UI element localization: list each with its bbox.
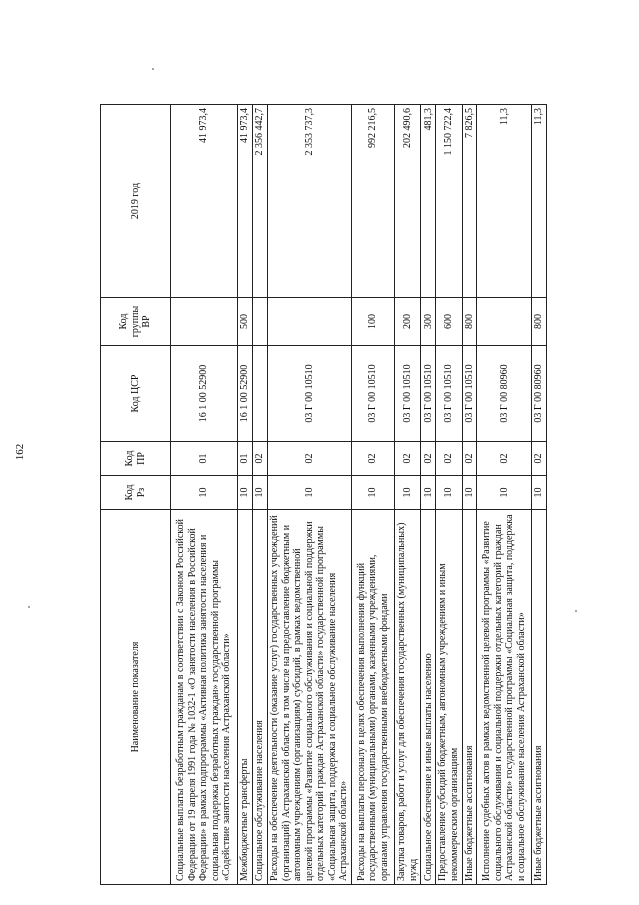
row-pr: 01 — [171, 442, 238, 476]
row-name: Исполнение судебных актов в рамках ведомственной целевой программы «Развитие социального обслуживания и социальной поддержки отдельных категорий граждан Астраханской области» государственной программы «Социальная защита, поддержка и социальное обслуживание населения Астраханской области» — [477, 510, 532, 885]
row-csr: 03 Г 00 80960 — [477, 346, 532, 442]
table-row — [238, 105, 253, 885]
table-row — [352, 105, 395, 885]
row-vr: 200 — [395, 298, 421, 346]
row-vr — [477, 298, 532, 346]
row-pr: 02 — [352, 442, 395, 476]
table-header-row — [101, 105, 171, 885]
row-name: Иные бюджетные ассигнования — [462, 510, 477, 885]
row-rz: 10 — [171, 476, 238, 510]
header-rz: Код Рз — [101, 476, 171, 510]
row-pr: 02 — [436, 442, 462, 476]
row-value: 481,3 — [421, 105, 436, 298]
row-name: Межбюджетные трансферты — [238, 510, 253, 885]
row-pr: 02 — [532, 442, 547, 476]
row-pr: 02 — [267, 442, 352, 476]
rotated-table-wrapper — [100, 105, 547, 885]
header-year: 2019 год — [101, 105, 171, 298]
row-value: 41 973,4 — [238, 105, 253, 298]
row-pr: 02 — [395, 442, 421, 476]
row-rz: 10 — [395, 476, 421, 510]
table-row — [421, 105, 436, 885]
row-vr — [267, 298, 352, 346]
row-name: Расходы на выплаты персоналу в целях обеспечения выполнения функций государственными (муниципальными) органами, казенными учреждениями, органами управления государственными внебюджетными фондами — [352, 510, 395, 885]
row-rz: 10 — [436, 476, 462, 510]
scan-speck — [28, 606, 30, 608]
row-value: 11,3 — [477, 105, 532, 298]
row-pr: 02 — [477, 442, 532, 476]
header-csr: Код ЦСР — [101, 346, 171, 442]
table-row — [462, 105, 477, 885]
row-rz: 10 — [532, 476, 547, 510]
row-name: Закупка товаров, работ и услуг для обеспечения государственных (муниципальных) нужд — [395, 510, 421, 885]
row-rz: 10 — [462, 476, 477, 510]
row-name: Социальное обеспечение и иные выплаты населению — [421, 510, 436, 885]
row-vr: 800 — [532, 298, 547, 346]
row-csr: 16 1 00 52900 — [171, 346, 238, 442]
row-rz: 10 — [238, 476, 253, 510]
budget-table — [100, 104, 547, 885]
row-value: 2 353 737,3 — [267, 105, 352, 298]
row-pr: 01 — [238, 442, 253, 476]
row-csr: 03 Г 00 10510 — [395, 346, 421, 442]
row-vr: 100 — [352, 298, 395, 346]
row-value: 202 490,6 — [395, 105, 421, 298]
table-row — [267, 105, 352, 885]
row-csr: 03 Г 00 10510 — [421, 346, 436, 442]
table-row — [477, 105, 532, 885]
row-value: 41 973,4 — [171, 105, 238, 298]
row-csr: 03 Г 00 10510 — [267, 346, 352, 442]
row-name: Иные бюджетные ассигнования — [532, 510, 547, 885]
row-vr — [252, 298, 267, 346]
table-row — [436, 105, 462, 885]
row-rz: 10 — [352, 476, 395, 510]
row-csr: 03 Г 00 10510 — [352, 346, 395, 442]
row-value: 7 826,5 — [462, 105, 477, 298]
row-vr: 800 — [462, 298, 477, 346]
row-vr: 600 — [436, 298, 462, 346]
row-rz: 10 — [267, 476, 352, 510]
row-rz: 10 — [477, 476, 532, 510]
row-value: 992 216,5 — [352, 105, 395, 298]
row-name: Социальные выплаты безработным гражданам в соответствии с Законом Российской Федерации от 19 апреля 1991 года № 1032-1 «О занятости населения в Российской Федерации» в рамках подпрограммы «Активная политика занятости населения и социальная поддержка безработных граждан» государственной программы «Содействие занятости населения Астраханской области» — [171, 510, 238, 885]
row-rz: 10 — [421, 476, 436, 510]
row-vr: 300 — [421, 298, 436, 346]
row-pr: 02 — [252, 442, 267, 476]
table-row — [252, 105, 267, 885]
row-vr: 500 — [238, 298, 253, 346]
row-value: 2 356 442,7 — [252, 105, 267, 298]
page-number: 162 — [14, 443, 26, 461]
row-name: Предоставление субсидий бюджетным, автономным учреждениям и иным некоммерческим организациям — [436, 510, 462, 885]
row-pr: 02 — [462, 442, 477, 476]
header-pr: Код ПР — [101, 442, 171, 476]
row-name: Социальное обслуживание населения — [252, 510, 267, 885]
table-row — [532, 105, 547, 885]
scan-speck — [152, 68, 154, 70]
row-rz: 10 — [252, 476, 267, 510]
table-row — [395, 105, 421, 885]
table-row — [171, 105, 238, 885]
row-csr — [252, 346, 267, 442]
row-vr — [171, 298, 238, 346]
row-csr: 16 1 00 52900 — [238, 346, 253, 442]
header-name: Наименование показателя — [101, 510, 171, 885]
row-csr: 03 Г 00 80960 — [532, 346, 547, 442]
row-csr: 03 Г 00 10510 — [436, 346, 462, 442]
row-value: 1 150 722,4 — [436, 105, 462, 298]
header-vr: Код группы ВР — [101, 298, 171, 346]
scan-speck — [575, 610, 577, 612]
row-name: Расходы на обеспечение деятельности (оказание услуг) государственных учреждений (организаций) Астраханской области, в том числе на предоставление бюджетным и автономным учреждениям (организациям) субсидий, в рамках ведомственной целевой программы «Развитие социального обслуживания и социальной поддержки отдельных категорий граждан Астраханской области» государственной программы «Социальная защита, поддержка и социальное обслуживание населения Астраханской области» — [267, 510, 352, 885]
row-pr: 02 — [421, 442, 436, 476]
row-value: 11,3 — [532, 105, 547, 298]
row-csr: 03 Г 00 10510 — [462, 346, 477, 442]
